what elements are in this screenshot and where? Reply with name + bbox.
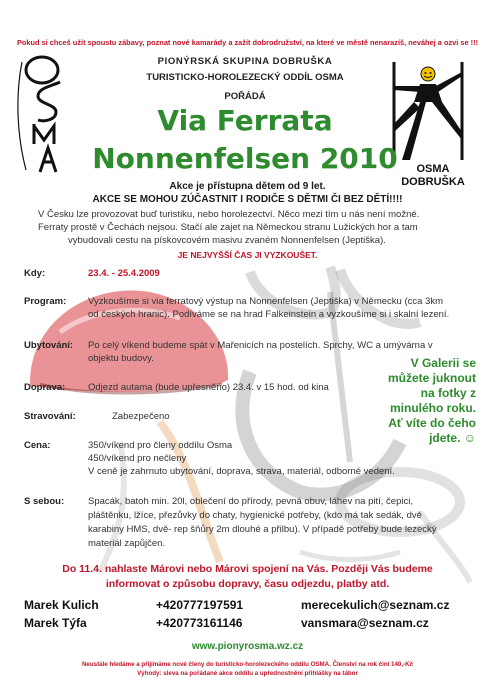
kdy-value: 23.4. - 25.4.2009 (88, 268, 160, 279)
ubytovani-label: Ubytování: (24, 340, 74, 351)
gallery-line: minulého roku. (389, 401, 476, 415)
ubytovani-line: Po celý víkend budeme spát v Mařenicích na postelích. Sprchy, WC a umývárna v (88, 340, 433, 351)
sebou-line: pláštěnku, lžíce, přezůvky do chaty, hygienické potřeby, (kdo má tak sedák, dvě (88, 510, 422, 521)
age-notice: Akce je přístupna dětem od 9 let. (169, 181, 326, 192)
contact-phone: +420773161146 (156, 616, 243, 630)
contact-email[interactable]: merecekulich@seznam.cz (301, 598, 450, 612)
gallery-callout (366, 356, 476, 446)
event-title: Via Ferrata (157, 104, 333, 137)
doprava-value: Odjezd autama (bude upřesněno) 23.4. v 15 hod. od kina (88, 382, 329, 393)
sebou-line: materiál zapůjčen. (88, 538, 166, 549)
cena-label: Cena: (24, 440, 51, 451)
ubytovani-line: objektu budovy. (88, 353, 154, 364)
contact-phone: +420777197591 (156, 598, 244, 612)
program-line: Vyzkoušíme si via ferratový výstup na Nonnenfelsen (Jeptiška) v Německu (cca 3km (88, 296, 443, 307)
osma-calligraphy-logo (12, 52, 78, 174)
logo-osma-text: OSMA (416, 163, 450, 175)
logo-dobruska-text: DOBRUŠKA (401, 176, 465, 188)
membership-note: Neustále hledáme a přijímáme nové členy do turisticko-horolezeckého oddílu OSMA. Členství na rok činí 140,-Kč (81, 661, 414, 668)
sebou-line: Spacák, batoh min. 20l, oblečení do přírody, pevná obuv, láhev na pití, čepici, (88, 496, 413, 507)
contact-name: Marek Kulich (24, 598, 99, 612)
kdy-label: Kdy: (24, 268, 46, 279)
parents-notice: AKCE SE MOHOU ZÚČASTNIT I RODIČE S DĚTMI ČI BEZ DĚTÍ!!!! (92, 194, 403, 205)
contact-name: Marek Týfa (24, 616, 87, 630)
best-time-notice: JE NEJVYŠŠÍ ČAS JI VYZKOUŠET. (177, 250, 318, 260)
program-line: od českých hranic). Podíváme se na hrad Falkeinstein a vyzkoušíme si i skalní lezení. (88, 309, 450, 320)
event-subtitle: Nonnenfelsen 2010 (92, 142, 398, 175)
contact-email[interactable]: vansmara@seznam.cz (301, 616, 429, 630)
report-instructions (0, 562, 495, 592)
benefits-note: Výhody: sleva na pořádané akce oddílu a upřednostnění přihlášky na tábor (137, 670, 358, 677)
report-line: informovat o způsobu dopravy, času odjezdu, platby atd. (105, 578, 390, 590)
gallery-line: jdete. ☺ (429, 431, 476, 445)
gallery-line: V Galerii se (410, 356, 476, 370)
doprava-label: Doprava: (24, 382, 66, 393)
intro-line: V Česku lze provozovat buď turistiku, nebo horolezectví. Něco mezi tím u nás není možné. (38, 209, 420, 220)
sebou-line: karabiny HMS, dvě- rep šňůry 2m dlouhé a přilbu). V případě potřeby bude lezecký (88, 524, 437, 535)
top-note: Pokud si chceš užít spoustu zábavy, poznat nové kamarády a zažít dobrodružství, na které ve městě nenarazíš, neváhej a ozvi se !!! (16, 38, 479, 47)
club-subtitle: TURISTICKO-HOROLEZECKÝ ODDÍL OSMA (146, 72, 344, 83)
cena-line: 350/víkend pro členy oddílu Osma (88, 440, 233, 451)
gallery-line: můžete juknout (387, 371, 476, 385)
program-label: Program: (24, 296, 67, 307)
intro-line: Ferraty prostě v Čechách nejsou. Stačí ale zajet na Německou stranu Lužických hor a tam (38, 222, 418, 233)
gallery-line: Ať víte do čeho (388, 416, 476, 430)
stravovani-label: Stravování: (24, 411, 76, 422)
club-name: PIONÝRSKÁ SKUPINA DOBRUŠKA (157, 56, 333, 67)
stravovani-value: Zabezpečeno (112, 411, 170, 422)
cena-line: 450/víkend pro nečleny (88, 453, 187, 464)
presents-label: POŘÁDÁ (224, 91, 266, 102)
website-link[interactable]: www.pionyrosma.wz.cz (191, 641, 304, 652)
intro-line: vybudovali cestu na pískovcovém masivu zvaném Nonnenfelsen (Jeptiška). (68, 235, 386, 246)
report-line: Do 11.4. nahlaste Márovi nebo Márovi spojení na Vás. Později Vás budeme (62, 563, 433, 575)
sebou-label: S sebou: (24, 496, 65, 507)
intro-paragraph (38, 208, 468, 247)
cena-line: V ceně je zahrnuto ubytování, doprava, strava, materiál, odborné vedení. (88, 466, 395, 477)
gallery-line: na fotky z (420, 386, 476, 400)
